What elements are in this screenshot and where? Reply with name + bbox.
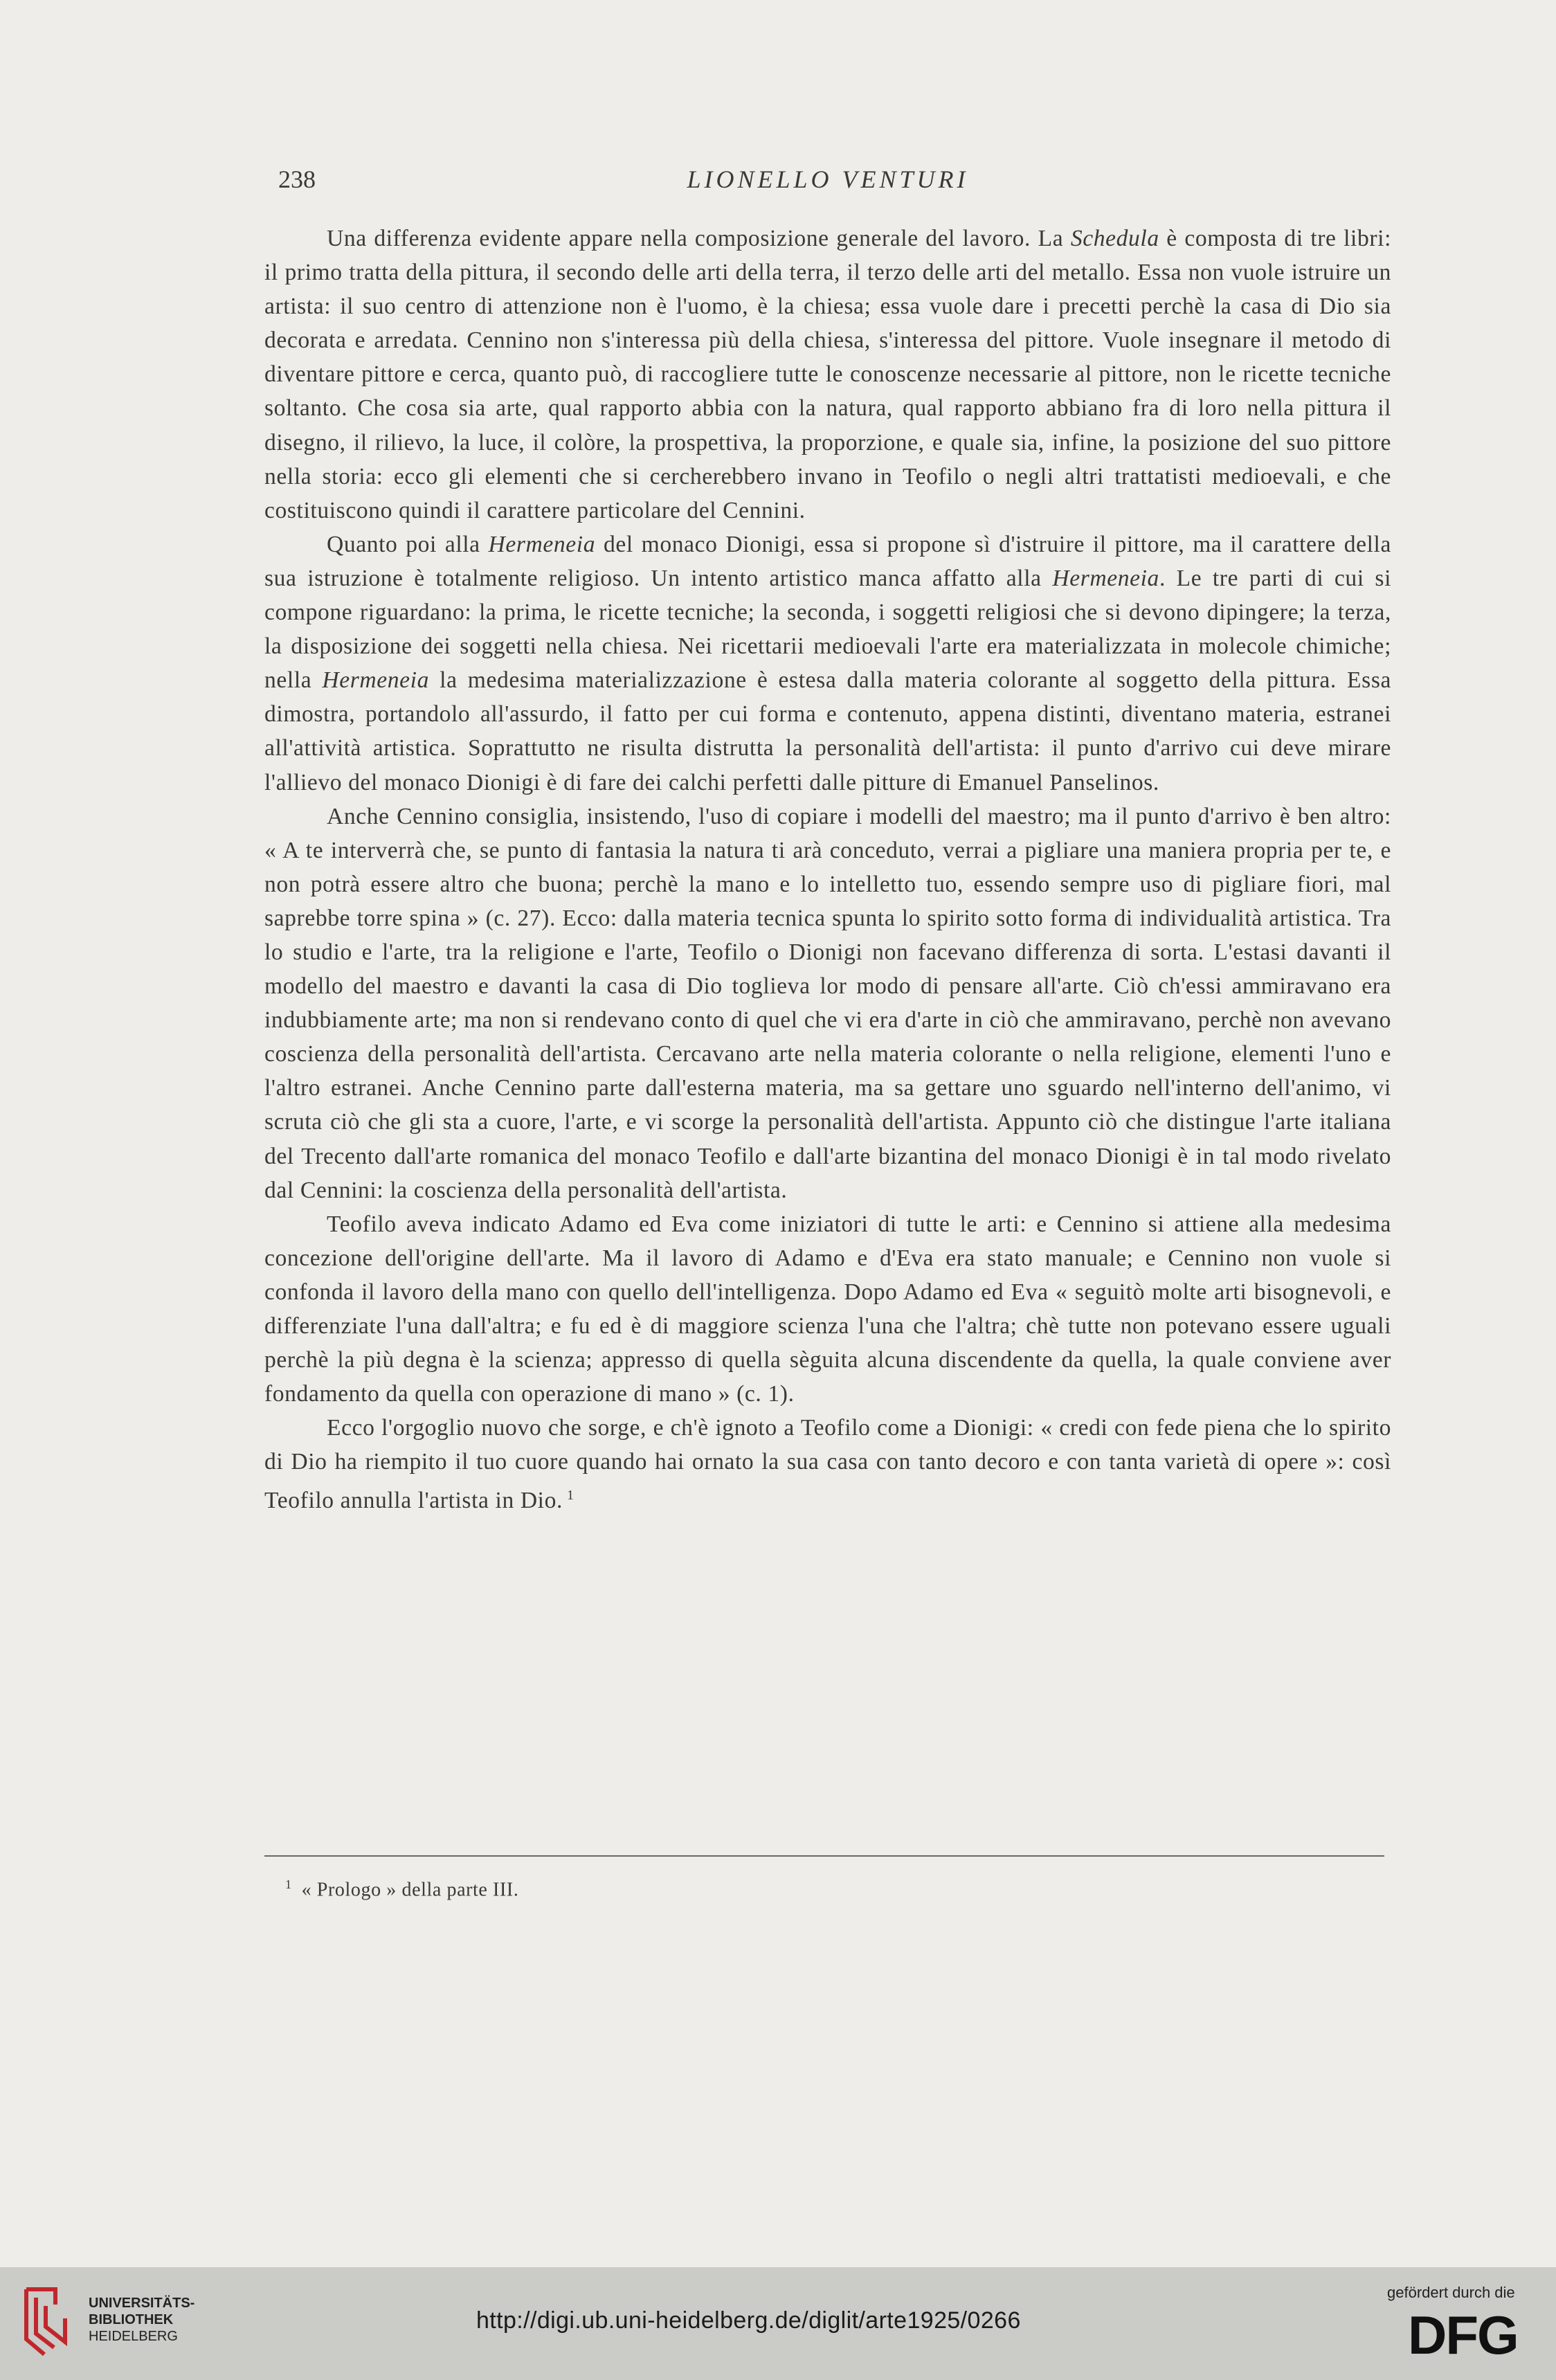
text-run: la medesima materializzazione è estesa dalla materia colorante al soggetto della pittura. Essa dimostra, portandolo all'assurdo, il fatto per cui forma e contenuto, appena distinti, diventano materia, estranei all'attività artistica. Soprattutto ne risulta distrutta la personalità dell'artista: il punto d'arrivo cui deve mirare l'allievo del monaco Dionigi è di fare dei calchi perfetti dalle pitture di Emanuel Panselinos. (264, 667, 1392, 795)
text-run: Una differenza evidente appare nella composizione generale del lavoro. La (327, 226, 1071, 251)
page-header (264, 165, 1391, 206)
paragraph (264, 1411, 1391, 1517)
permalink-url[interactable]: http://digi.ub.uni-heidelberg.de/diglit/arte1925/0266 (476, 2307, 1021, 2334)
paragraph (264, 1207, 1391, 1412)
footnote-reference: 1 (567, 1488, 575, 1504)
text-run: . Le tre parti di cui si compone riguardano: la prima, le ricette tecniche; la seconda, i soggetti religiosi che si devono dipingere; la terza, la disposizione dei soggetti nella chiesa. Nei ricettarii medioevali l'arte era materializzata in molecole chimiche; nella (264, 565, 1392, 694)
body-text (264, 222, 1391, 1518)
ub-heidelberg-logo-icon[interactable] (17, 2284, 76, 2360)
footnote (285, 1877, 518, 1901)
paragraph (264, 800, 1391, 1207)
running-head: LIONELLO VENTURI (687, 165, 969, 193)
text-run: è composta di tre libri: il primo tratta della pittura, il secondo delle arti della terra, il terzo delle arti del metallo. Essa non vuole istruire un artista: il suo centro di attenzione non è l'uomo, è la chiesa; essa vuole dare i precetti perchè la casa di Dio sia decorata e arredata. Cennino non s'interessa più della chiesa, s'interessa del pittore. Vuole insegnare il metodo di diventare pittore e cerca, quanto può, di raccogliere tutte le conoscenze necessarie al pittore, non le ricette tecniche soltanto. Che cosa sia arte, qual rapporto abbia con la natura, qual rapporto abbiano fra di loro nella pittura il disegno, il rilievo, la luce, il colòre, la prospettiva, la proporzione, e quale sia, infine, la posizione del suo pittore nella storia: ecco gli elementi che si cercherebbero invano in Teofilo o negli altri trattatisti medioevali, e che costituiscono quindi il carattere particolare del Cennini. (264, 226, 1391, 523)
footnote-divider (264, 1855, 1384, 1857)
text-run: Quanto poi alla (327, 531, 489, 557)
funded-by-label: gefördert durch die (1387, 2284, 1515, 2301)
library-name: UNIVERSITÄTS- BIBLIOTHEK HEIDELBERG (89, 2296, 195, 2344)
footnote-text: « Prologo » della parte III. (301, 1879, 519, 1901)
digitization-footer (0, 2267, 1556, 2380)
paragraph (264, 222, 1391, 528)
text-run: Anche Cennino consiglia, insistendo, l'uso di copiare i modelli del maestro; ma il punto d'arrivo è ben altro: « A te interverrà che, se punto di fantasia la natura ti arà conceduto, verrai a pigliare una maniera propria per te, e non potrà essere altro che buona; perchè la mano e lo intelletto tuo, essendo sempre uso di pigliare fiori, mal saprebbe torre spina » (c. 27). Ecco: dalla materia tecnica spunta lo spirito sotto forma di individualità artistica. Tra lo studio e l'arte, tra la religione e l'arte, Teofilo o Dionigi non facevano differenza di sorta. L'estasi davanti il modello del maestro e davanti la casa di Dio toglieva lor modo di pensare all'arte. Ciò ch'essi ammiravano era indubbiamente arte; ma non si rendevano conto di quel che vi era d'arte in ciò che ammiravano, perchè non avevano coscienza della personalità dell'artista. Cercavano arte nella materia colorante o nella religione, elementi l'uno e l'altro estranei. Anche Cennino parte dall'esterna materia, ma sa gettare uno sguardo nell'interno dell'animo, vi scruta ciò che gli sta a cuore, l'arte, e vi scorge la personalità dell'artista. Appunto ciò che distingue l'arte italiana del Trecento dall'arte romanica del monaco Teofilo e dall'arte bizantina del monaco Dionigi è in tal modo rivelato dal Cennini: la coscienza della personalità dell'artista. (264, 803, 1391, 1203)
italic-title: Schedula (1070, 226, 1159, 251)
dfg-logo[interactable]: DFG (1408, 2305, 1518, 2365)
footnote-marker: 1 (285, 1877, 292, 1891)
italic-title: Hermeneia (1052, 565, 1159, 591)
italic-title: Hermeneia (488, 531, 596, 557)
page-number: 238 (278, 165, 316, 193)
text-run: del monaco Dionigi, essa si propone sì d'istruire il pittore, ma il carattere della sua istruzione è totalmente religioso. Un intento artistico manca affatto alla (264, 531, 1391, 591)
paragraph (264, 528, 1391, 800)
text-run: Teofilo aveva indicato Adamo ed Eva come iniziatori di tutte le arti: e Cennino si attiene alla medesima concezione dell'origine dell'arte. Ma il lavoro di Adamo e d'Eva era stato manuale; e Cennino non vuole si confonda il lavoro della mano con quello dell'intelligenza. Dopo Adamo ed Eva « seguitò molte arti bisognevoli, e differenziate l'una dall'altra; e fu ed è di maggiore scienza l'una che l'altra; chè tutte non potevano essere uguali perchè la più degna è la scienza; appresso di quella sèguita alcuna discendente da quella, la quale conviene aver fondamento da quella con operazione di mano » (c. 1). (264, 1211, 1391, 1407)
text-run: Ecco l'orgoglio nuovo che sorge, e ch'è ignoto a Teofilo come a Dionigi: « credi con fede piena che lo spirito di Dio ha riempito il tuo cuore quando hai ornato la sua casa con tanto decoro e con tanta varietà di opere »: così Teofilo annulla l'artista in Dio. (264, 1415, 1391, 1514)
italic-title: Hermeneia (322, 667, 429, 694)
